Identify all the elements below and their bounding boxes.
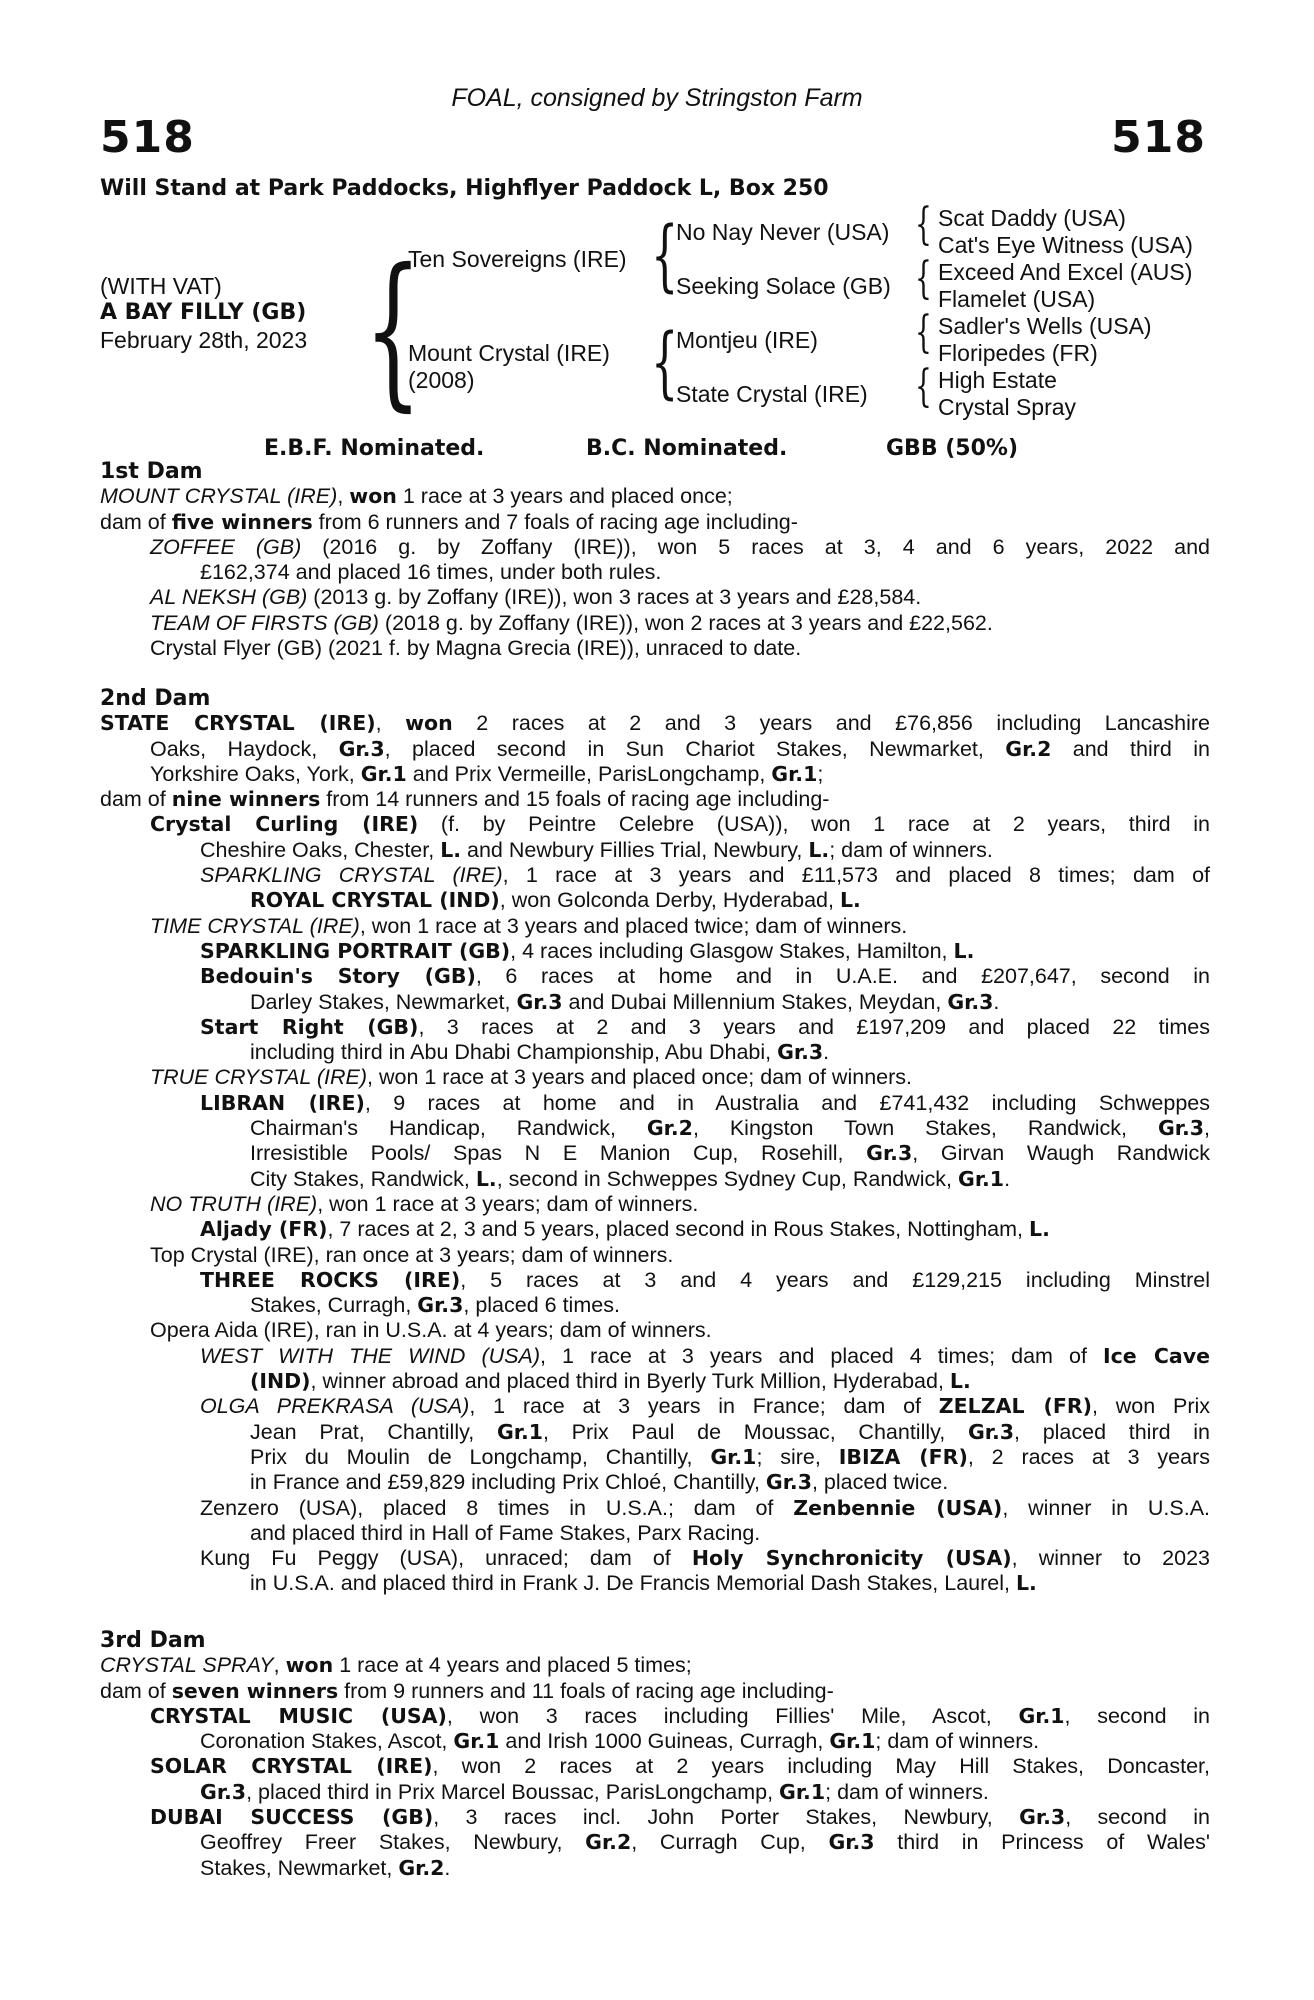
- progeny-entry: TIME CRYSTAL (IRE), won 1 race at 3 years and placed twice; dam of winners.: [150, 913, 908, 938]
- sire-sire: No Nay Never (USA): [676, 219, 890, 245]
- second-dam-heading: 2nd Dam: [100, 686, 211, 711]
- progeny-entry: TEAM OF FIRSTS (GB) (2018 g. by Zoffany (IRE)), won 2 races at 3 years and £22,562.: [150, 610, 993, 635]
- progeny-entry: TRUE CRYSTAL (IRE), won 1 race at 3 years and placed once; dam of winners.: [150, 1065, 912, 1090]
- sire-dam: Seeking Solace (GB): [676, 273, 891, 299]
- progeny-entry: Start Right (GB), 3 races at 2 and 3 years and £197,209 and placed 22 times: [200, 1014, 1210, 1039]
- progeny-entry: CRYSTAL MUSIC (USA), won 3 races including Fillies' Mile, Ascot, Gr.1, second in: [150, 1703, 1210, 1728]
- progeny-entry-cont: including third in Abu Dhabi Championship, Abu Dhabi, Gr.3.: [250, 1040, 830, 1065]
- first-dam-section: [100, 459, 1210, 661]
- second-dam-line: Yorkshire Oaks, York, Gr.1 and Prix Vermeille, ParisLongchamp, Gr.1;: [150, 761, 824, 786]
- second-dam-line: dam of nine winners from 14 runners and 15 foals of racing age including-: [100, 787, 830, 812]
- progeny-entry-cont: Gr.3, placed third in Prix Marcel Boussac, ParisLongchamp, Gr.1; dam of winners.: [200, 1779, 989, 1804]
- vat-note: (WITH VAT): [100, 273, 222, 299]
- second-dam-line: STATE CRYSTAL (IRE), won 2 races at 2 and 3 years and £76,856 including Lancashire: [100, 711, 1210, 736]
- dam-dam: State Crystal (IRE): [676, 381, 868, 407]
- progeny-entry-cont: Stakes, Newmarket, Gr.2.: [200, 1855, 451, 1880]
- second-dam-line: Oaks, Haydock, Gr.3, placed second in Sun Chariot Stakes, Newmarket, Gr.2 and third in: [150, 736, 1210, 761]
- pedigree-brace-ds: {: [915, 307, 932, 358]
- progeny-entry-cont: Prix du Moulin de Longchamp, Chantilly, Gr.1; sire, IBIZA (FR), 2 races at 3 years: [250, 1444, 1210, 1469]
- progeny-entry: Crystal Flyer (GB) (2021 f. by Magna Grecia (IRE)), unraced to date.: [150, 636, 802, 661]
- third-dam-section: [100, 1628, 1210, 1881]
- lot-number-right: 518: [1111, 112, 1206, 163]
- pedigree-brace-main: {: [364, 234, 423, 427]
- ebf-nomination: E.B.F. Nominated.: [264, 436, 485, 461]
- progeny-entry: Top Crystal (IRE), ran once at 3 years; dam of winners.: [150, 1242, 674, 1267]
- progeny-entry: Zenzero (USA), placed 8 times in U.S.A.; dam of Zenbennie (USA), winner in U.S.A.: [200, 1495, 1211, 1520]
- progeny-entry: Aljady (FR), 7 races at 2, 3 and 5 years, placed second in Rous Stakes, Nottingham, L.: [200, 1217, 1050, 1242]
- dam-sire: Montjeu (IRE): [676, 327, 818, 353]
- gbb-nomination: GBB (50%): [886, 436, 1019, 461]
- progeny-entry: AL NEKSH (GB) (2013 g. by Zoffany (IRE)), won 3 races at 3 years and £28,584.: [150, 585, 922, 610]
- progeny-entry: DUBAI SUCCESS (GB), 3 races incl. John Porter Stakes, Newbury, Gr.3, second in: [150, 1805, 1210, 1830]
- progeny-entry-cont: Irresistible Pools/ Spas N E Manion Cup, Rosehill, Gr.3, Girvan Waugh Randwick: [250, 1141, 1210, 1166]
- stand-location: Will Stand at Park Paddocks, Highflyer Paddock L, Box 250: [100, 176, 829, 201]
- sire: Ten Sovereigns (IRE): [408, 246, 627, 272]
- progeny-entry: Crystal Curling (IRE) (f. by Peintre Celebre (USA)), won 1 race at 2 years, third in: [150, 812, 1210, 837]
- bc-nomination: B.C. Nominated.: [586, 436, 788, 461]
- progeny-entry: OLGA PREKRASA (USA), 1 race at 3 years in France; dam of ZELZAL (FR), won Prix: [200, 1394, 1211, 1419]
- pedigree-brace-ss: {: [915, 199, 932, 250]
- progeny-entry-cont: Chairman's Handicap, Randwick, Gr.2, Kingston Town Stakes, Randwick, Gr.3,: [250, 1116, 1210, 1141]
- horse-name: A BAY FILLY (GB): [100, 300, 307, 325]
- pedigree-brace-sire: {: [651, 211, 679, 301]
- pedigree-brace-dam: {: [651, 318, 679, 408]
- foaling-date: February 28th, 2023: [100, 327, 308, 353]
- progeny-entry: NO TRUTH (IRE), won 1 race at 3 years; dam of winners.: [150, 1191, 699, 1216]
- third-dam-line: CRYSTAL SPRAY, won 1 race at 4 years and placed 5 times;: [100, 1653, 692, 1678]
- first-dam-line: MOUNT CRYSTAL (IRE), won 1 race at 3 years and placed once;: [100, 484, 733, 509]
- progeny-entry-cont: ROYAL CRYSTAL (IND), won Golconda Derby, Hyderabad, L.: [250, 888, 861, 913]
- progeny-entry-cont: in U.S.A. and placed third in Frank J. De Francis Memorial Dash Stakes, Laurel, L.: [250, 1571, 1037, 1596]
- progeny-entry: Kung Fu Peggy (USA), unraced; dam of Holy Synchronicity (USA), winner to 2023: [200, 1546, 1210, 1571]
- progeny-entry-cont: Darley Stakes, Newmarket, Gr.3 and Dubai Millennium Stakes, Meydan, Gr.3.: [250, 989, 1000, 1014]
- sd-dam: Flamelet (USA): [938, 286, 1096, 312]
- consignment-line: FOAL, consigned by Stringston Farm: [451, 84, 863, 112]
- ds-sire: Sadler's Wells (USA): [938, 313, 1152, 339]
- sd-sire: Exceed And Excel (AUS): [938, 259, 1193, 285]
- progeny-entry: WEST WITH THE WIND (USA), 1 race at 3 years and placed 4 times; dam of Ice Cave: [200, 1343, 1210, 1368]
- dam-year: (2008): [408, 367, 475, 393]
- dd-dam: Crystal Spray: [938, 394, 1077, 420]
- pedigree-brace-sd: {: [915, 253, 932, 304]
- progeny-entry: Bedouin's Story (GB), 6 races at home and in U.A.E. and £207,647, second in: [200, 964, 1210, 989]
- progeny-entry-cont: City Stakes, Randwick, L., second in Schweppes Sydney Cup, Randwick, Gr.1.: [250, 1166, 1011, 1191]
- second-dam-section: [100, 686, 1210, 1597]
- ss-dam: Cat's Eye Witness (USA): [938, 232, 1193, 258]
- progeny-entry-cont: Jean Prat, Chantilly, Gr.1, Prix Paul de Moussac, Chantilly, Gr.3, placed third in: [250, 1419, 1210, 1444]
- progeny-entry: SOLAR CRYSTAL (IRE), won 2 races at 2 years including May Hill Stakes, Doncaster,: [150, 1754, 1210, 1779]
- progeny-entry-cont: Geoffrey Freer Stakes, Newbury, Gr.2, Curragh Cup, Gr.3 third in Princess of Wales': [200, 1830, 1211, 1855]
- progeny-entry: LIBRAN (IRE), 9 races at home and in Australia and £741,432 including Schweppes: [200, 1090, 1210, 1115]
- progeny-entry-cont: Coronation Stakes, Ascot, Gr.1 and Irish 1000 Guineas, Curragh, Gr.1; dam of winners.: [200, 1729, 1040, 1754]
- progeny-entry-cont: in France and £59,829 including Prix Chloé, Chantilly, Gr.3, placed twice.: [250, 1470, 949, 1495]
- first-dam-heading: 1st Dam: [100, 459, 203, 484]
- third-dam-heading: 3rd Dam: [100, 1628, 206, 1653]
- progeny-entry: SPARKLING PORTRAIT (GB), 4 races including Glasgow Stakes, Hamilton, L.: [200, 938, 975, 963]
- pedigree-brace-dd: {: [915, 361, 932, 412]
- ss-sire: Scat Daddy (USA): [938, 205, 1126, 231]
- dam: Mount Crystal (IRE): [408, 340, 610, 366]
- progeny-entry-cont: and placed third in Hall of Fame Stakes, Parx Racing.: [250, 1520, 761, 1545]
- progeny-entry-cont: (IND), winner abroad and placed third in Byerly Turk Million, Hyderabad, L.: [250, 1369, 971, 1394]
- progeny-entry-cont: £162,374 and placed 16 times, under both rules.: [200, 560, 662, 585]
- progeny-entry-cont: Cheshire Oaks, Chester, L. and Newbury Fillies Trial, Newbury, L.; dam of winners.: [200, 837, 993, 862]
- lot-number-left: 518: [100, 112, 195, 163]
- first-dam-line: dam of five winners from 6 runners and 7 foals of racing age including-: [100, 509, 798, 534]
- progeny-entry: ZOFFEE (GB) (2016 g. by Zoffany (IRE)), won 5 races at 3, 4 and 6 years, 2022 and: [150, 534, 1210, 559]
- progeny-entry: SPARKLING CRYSTAL (IRE), 1 race at 3 years and £11,573 and placed 8 times; dam of: [200, 863, 1210, 888]
- progeny-entry: THREE ROCKS (IRE), 5 races at 3 and 4 years and £129,215 including Minstrel: [200, 1267, 1210, 1292]
- ds-dam: Floripedes (FR): [938, 340, 1098, 366]
- third-dam-line: dam of seven winners from 9 runners and 11 foals of racing age including-: [100, 1678, 834, 1703]
- progeny-entry-cont: Stakes, Curragh, Gr.3, placed 6 times.: [250, 1293, 620, 1318]
- dd-sire: High Estate: [938, 367, 1057, 393]
- progeny-entry: Opera Aida (IRE), ran in U.S.A. at 4 years; dam of winners.: [150, 1318, 712, 1343]
